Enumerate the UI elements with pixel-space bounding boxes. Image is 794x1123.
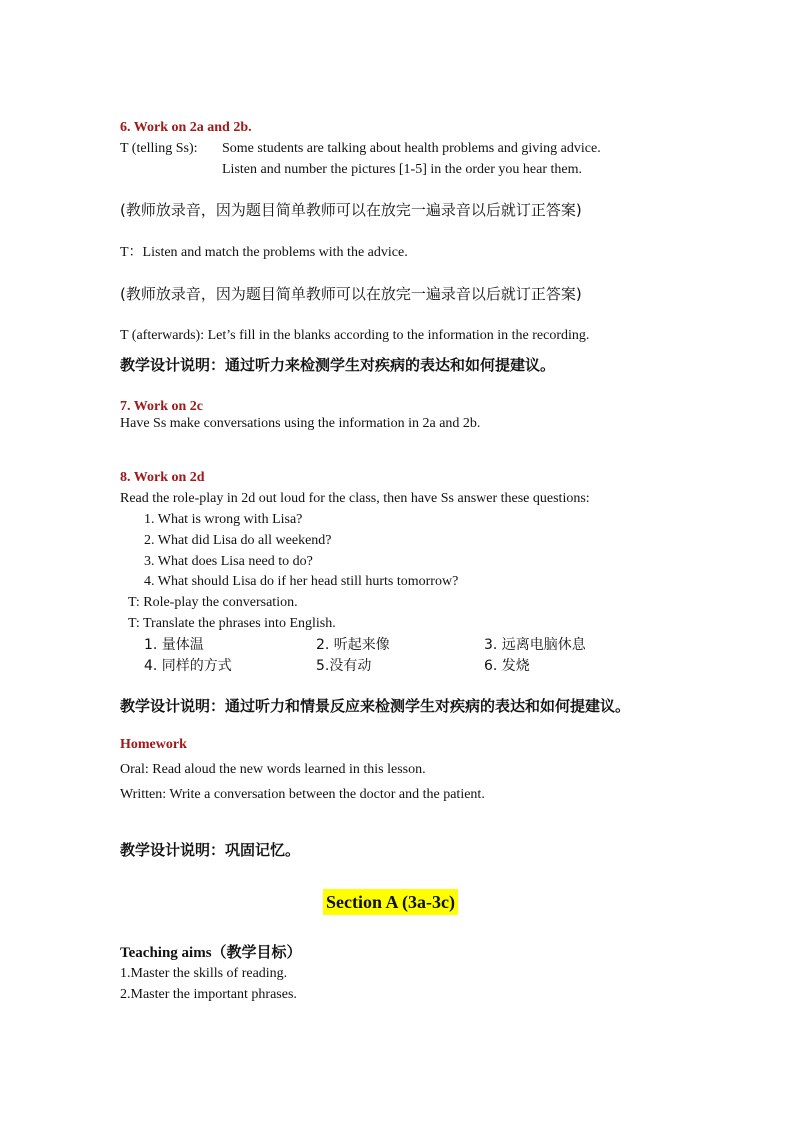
question-item: 4. What should Lisa do if her head still hurts tomorrow? xyxy=(144,574,459,589)
step6-line1: Some students are talking about health problems and giving advice. xyxy=(222,141,601,156)
homework-written: Written: Write a conversation between the doctor and the patient. xyxy=(120,787,485,802)
phrase-item: 2. 听起来像 xyxy=(316,637,390,653)
aim-item: 1.Master the skills of reading. xyxy=(120,966,288,981)
section-title: Section A (3a-3c) xyxy=(323,889,458,915)
teaching-aims-heading: Teaching aims（教学目标） xyxy=(120,945,302,961)
design-note-1: 教学设计说明：通过听力来检测学生对疾病的表达和如何提建议。 xyxy=(120,356,556,374)
phrase-item: 4. 同样的方式 xyxy=(144,658,232,674)
teacher-note-1: (教师放录音，因为题目简单教师可以在放完一遍录音以后就订正答案) xyxy=(120,201,582,219)
step7-heading: 7. Work on 2c xyxy=(120,399,203,414)
phrase-item: 5.没有动 xyxy=(316,658,372,674)
step7-line: Have Ss make conversations using the information in 2a and 2b. xyxy=(120,416,481,431)
step6-listen-line: T：Listen and match the problems with the advice. xyxy=(120,245,408,260)
step8-translate: T: Translate the phrases into English. xyxy=(128,616,336,631)
phrase-item: 6. 发烧 xyxy=(484,658,530,674)
aim-item: 2.Master the important phrases. xyxy=(120,987,297,1002)
homework-oral: Oral: Read aloud the new words learned in this lesson. xyxy=(120,762,426,777)
design-note-2: 教学设计说明：通过听力和情景反应来检测学生对疾病的表达和如何提建议。 xyxy=(120,697,631,715)
question-item: 2. What did Lisa do all weekend? xyxy=(144,533,332,548)
step8-roleplay: T: Role-play the conversation. xyxy=(128,595,298,610)
design-note-3: 教学设计说明：巩固记忆。 xyxy=(120,841,301,859)
question-item: 1. What is wrong with Lisa? xyxy=(144,512,303,527)
phrase-item: 1. 量体温 xyxy=(144,637,204,653)
phrase-item: 3. 远离电脑休息 xyxy=(484,637,586,653)
step8-heading: 8. Work on 2d xyxy=(120,470,205,485)
step6-heading: 6. Work on 2a and 2b. xyxy=(120,120,252,135)
homework-heading: Homework xyxy=(120,737,187,752)
step6-teacher-label: T (telling Ss): xyxy=(120,141,198,156)
teacher-note-2: (教师放录音，因为题目简单教师可以在放完一遍录音以后就订正答案) xyxy=(120,285,582,303)
question-item: 3. What does Lisa need to do? xyxy=(144,554,313,569)
step6-line2: Listen and number the pictures [1-5] in the order you hear them. xyxy=(222,162,582,177)
step6-afterwards-line: T (afterwards): Let’s fill in the blanks according to the information in the recording. xyxy=(120,328,590,343)
step8-intro: Read the role-play in 2d out loud for the class, then have Ss answer these questions: xyxy=(120,491,590,506)
